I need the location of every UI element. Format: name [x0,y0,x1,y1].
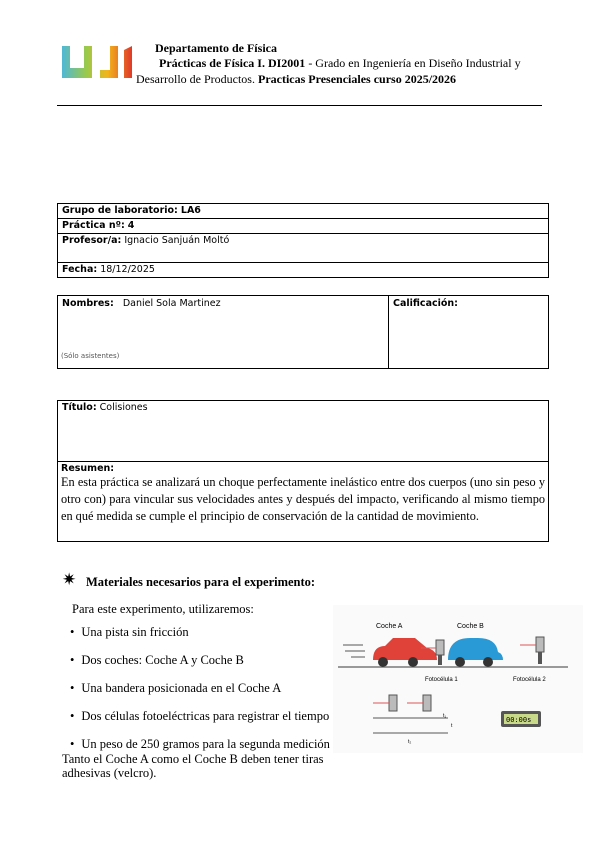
materials-intro: Para este experimento, utilizaremos: [72,602,254,616]
titulo-label: Título: [62,402,97,413]
resumen-label: Resumen: [61,463,115,474]
header-divider [57,105,542,106]
course-title: Prácticas de Física I. DI2001 [159,56,306,70]
t-label: t [451,723,453,729]
material-item: • Un peso de 250 gramos para la segunda medición [70,737,330,752]
attendees-note: (Sólo asistentes) [61,352,120,360]
fecha-value: 18/12/2025 [100,264,155,275]
car-a-label: Coche A [376,623,403,630]
department: Departamento de Física [155,41,277,55]
resumen-text: En esta práctica se analizará un choque perfectamente inelástico entre dos cuerpos (uno sin peso y otro con) para vincular sus velocidades antes y después del impacto, verificando al mismo tiempo en qué medida se cumple el principio de conservación de la cantidad de movimiento. [61,475,545,523]
titulo-value: Colisiones [99,402,148,413]
column-divider [388,296,389,368]
names-label: Nombres: [62,298,114,309]
info-table [57,203,549,278]
cell1-label: Fotocélula 1 [425,677,458,683]
names-value: Daniel Sola Martinez [122,298,221,309]
material-item: • Una bandera posicionada en el Coche A [70,681,281,696]
fecha-label: Fecha: [62,264,98,275]
title-table [57,400,549,542]
t1-label: t₁ [443,713,447,719]
profesor-value: Ignacio Sanjuán Moltó [124,235,230,246]
names-table [57,295,549,369]
practica-label: Práctica nº: [62,220,125,231]
experiment-figure [333,605,583,753]
practica-value: 4 [127,220,135,231]
materials-note: Tanto el Coche A como el Coche B deben tener tiras adhesivas (velcro). [62,752,324,780]
car-b-label: Coche B [457,623,484,630]
sparkle-icon: ✷ [62,570,77,590]
material-item: • Una pista sin fricción [70,625,189,640]
timer-display: 00:00s [506,716,532,724]
material-item: • Dos coches: Coche A y Coche B [70,653,244,668]
degree-text-2: Desarrollo de Productos. [136,72,255,86]
uji-logo [62,44,132,80]
materials-heading: Materiales necesarios para el experimento: [86,575,316,589]
calificacion-label: Calificación: [393,298,458,309]
degree-text: - Grado en Ingeniería en Diseño Industrial y [305,56,521,70]
profesor-label: Profesor/a: [62,235,122,246]
t2-label: t₂ [408,739,412,745]
material-item: • Dos células fotoeléctricas para registrar el tiempo [70,709,329,724]
session-text: Practicas Presenciales curso 2025/2026 [254,72,457,86]
grupo-value: LA6 [180,205,201,216]
grupo-label: Grupo de laboratorio: [62,205,178,216]
cell2-label: Fotocélula 2 [513,677,546,683]
